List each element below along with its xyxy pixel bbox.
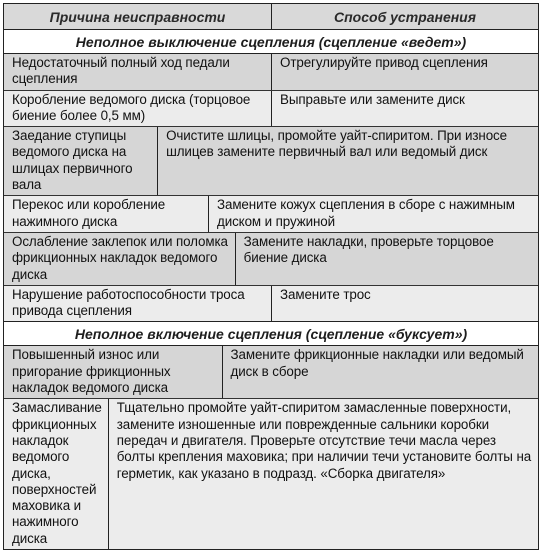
section-title: Неполное выключение сцепления (сцепление «ведет») xyxy=(4,30,538,54)
table-row xyxy=(4,346,538,399)
fix-cell: Отрегулируйте привод сцепления xyxy=(280,55,488,70)
header-fix: Способ устранения xyxy=(334,8,476,25)
cause-cell: Недостаточный полный ход педали сцепления xyxy=(4,54,272,90)
fix-cell: Тщательно промойте уайт-спиритом замасленные поверхности, замените изношенные или поврежденные сальники коробки передач и двигателя. Проверьте отсутствие течи масла через болты крепления маховика; при наличии течи установите болты на герметик, как указано в подразд. «Сборка двигателя» xyxy=(116,400,532,481)
cause-cell: Замасливание фрикционных накладок ведомого диска, поверхностей маховика и нажимного диска xyxy=(4,399,109,549)
fix-cell: Замените фрикционные накладки или ведомый диск в сборе xyxy=(230,347,524,379)
fix-cell: Замените кожух сцепления в сборе с нажимным диском и пружиной xyxy=(216,197,515,229)
section-title: Неполное включение сцепления (сцепление «буксует») xyxy=(4,321,538,346)
table-row xyxy=(4,286,538,322)
fix-cell: Очистите шлицы, промойте уайт-спиритом. При износе шлицев замените первичный вал или ведомый диск xyxy=(166,128,507,160)
table-row xyxy=(4,91,538,128)
cause-cell: Повышенный износ или пригорание фрикционных накладок ведомого диска xyxy=(4,346,223,398)
fix-cell: Выправьте или замените диск xyxy=(280,91,465,107)
fix-cell: Замените накладки, проверьте торцовое биение диска xyxy=(243,233,494,266)
cause-cell: Ослабление заклепок или поломка фрикционных накладок ведомого диска xyxy=(4,233,236,285)
cause-cell: Нарушение работоспособности троса привода сцепления xyxy=(4,286,272,322)
cause-cell: Коробление ведомого диска (торцовое биение более 0,5 мм) xyxy=(4,91,272,127)
table-row xyxy=(4,196,538,233)
header-cause: Причина неисправности xyxy=(4,4,272,29)
cause-cell: Заедание ступицы ведомого диска на шлицах первичного вала xyxy=(4,127,158,195)
cause-cell: Перекос или коробление нажимного диска xyxy=(4,196,209,232)
table-row xyxy=(4,127,538,196)
troubleshooting-table xyxy=(3,3,539,550)
table-row xyxy=(4,399,538,549)
table-row xyxy=(4,233,538,286)
table-header xyxy=(4,4,538,30)
table-row xyxy=(4,54,538,91)
fix-cell: Замените трос xyxy=(280,286,371,302)
